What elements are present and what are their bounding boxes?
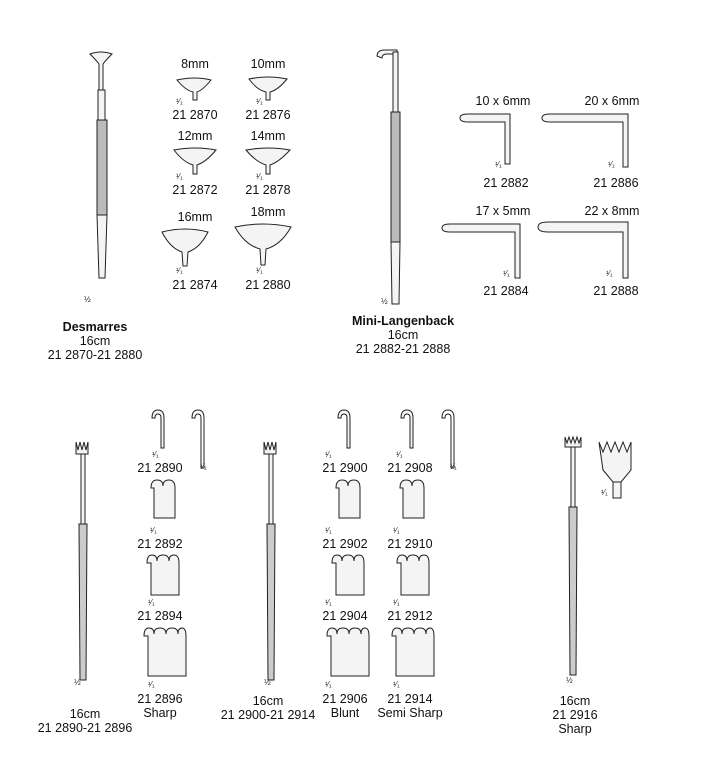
blunt-hooks-length: 16cm bbox=[252, 694, 284, 708]
desmarres-size-label: 8mm bbox=[181, 57, 209, 71]
langenback-length: 16cm bbox=[387, 328, 419, 342]
langenback-code: 21 2886 bbox=[593, 176, 639, 190]
langenback-size-label: 20 x 6mm bbox=[584, 94, 640, 108]
sharp-hook-code: 21 2890 bbox=[137, 461, 183, 475]
langenback-name: Mini-Langenback bbox=[351, 314, 455, 328]
langenback-blade-20x6 bbox=[540, 112, 635, 170]
blunt-hook-retractor-drawing bbox=[261, 440, 281, 685]
sharp-hooks-range: 21 2890-21 2896 bbox=[37, 721, 133, 735]
sharp-hook-1prong bbox=[148, 410, 208, 450]
blunt-hook-4prong bbox=[325, 628, 371, 678]
langenback-size-label: 17 x 5mm bbox=[475, 204, 531, 218]
desmarres-item-scale: ¹⁄₁ bbox=[176, 266, 183, 275]
desmarres-code: 21 2878 bbox=[245, 183, 291, 197]
desmarres-item-scale: ¹⁄₁ bbox=[256, 266, 263, 275]
blunt-hook-2prong bbox=[333, 480, 363, 520]
sharp-item-scale: ¹⁄₁ bbox=[200, 462, 207, 471]
desmarres-retractor-drawing bbox=[86, 50, 116, 280]
sharp-item-scale: ¹⁄₁ bbox=[150, 526, 157, 535]
sharp-hook-code: 21 2896 bbox=[137, 692, 183, 706]
desmarres-code: 21 2870 bbox=[172, 108, 218, 122]
semi-sharp-label: Semi Sharp bbox=[377, 706, 443, 720]
blunt-hooks-scale: ½ bbox=[264, 678, 271, 687]
blunt-hooks-range: 21 2900-21 2914 bbox=[220, 708, 316, 722]
desmarres-blade-18mm bbox=[233, 221, 293, 267]
semi-sharp-hook-code: 21 2912 bbox=[387, 609, 433, 623]
sharp-item-scale: ¹⁄₁ bbox=[148, 680, 155, 689]
sharp-hook-4prong bbox=[142, 628, 188, 678]
semi-sharp-hook-code: 21 2910 bbox=[387, 537, 433, 551]
langenback-range: 21 2882-21 2888 bbox=[355, 342, 451, 356]
blunt-item-scale: ¹⁄₁ bbox=[325, 526, 332, 535]
sharp-item-scale: ¹⁄₁ bbox=[152, 450, 159, 459]
langenback-code: 21 2884 bbox=[483, 284, 529, 298]
desmarres-code: 21 2880 bbox=[245, 278, 291, 292]
langenback-blade-22x8 bbox=[536, 220, 634, 282]
semi-item-scale: ¹⁄₁ bbox=[393, 526, 400, 535]
desmarres-blade-10mm bbox=[247, 75, 289, 101]
rake-code: 21 2916 bbox=[552, 708, 598, 722]
blunt-item-scale: ¹⁄₁ bbox=[325, 598, 332, 607]
langenback-code: 21 2888 bbox=[593, 284, 639, 298]
langenback-scale: ½ bbox=[381, 297, 388, 306]
desmarres-item-scale: ¹⁄₁ bbox=[256, 97, 263, 106]
langenback-size-label: 10 x 6mm bbox=[475, 94, 531, 108]
rake-tip: Sharp bbox=[558, 722, 592, 736]
semi-item-scale: ¹⁄₁ bbox=[396, 450, 403, 459]
desmarres-range: 21 2870-21 2880 bbox=[47, 348, 143, 362]
blunt-hook-code: 21 2902 bbox=[322, 537, 368, 551]
semi-item-scale: ¹⁄₁ bbox=[393, 598, 400, 607]
rake-scale: ½ bbox=[566, 676, 573, 685]
desmarres-size-label: 12mm bbox=[177, 129, 213, 143]
sharp-hooks-scale: ½ bbox=[74, 678, 81, 687]
sharp-item-scale: ¹⁄₁ bbox=[148, 598, 155, 607]
desmarres-size-label: 18mm bbox=[250, 205, 286, 219]
semi-item-scale: ¹⁄₁ bbox=[450, 462, 457, 471]
desmarres-code: 21 2874 bbox=[172, 278, 218, 292]
desmarres-size-label: 14mm bbox=[250, 129, 286, 143]
desmarres-item-scale: ¹⁄₁ bbox=[176, 97, 183, 106]
langenback-blade-17x5 bbox=[440, 222, 525, 282]
semi-sharp-hook-4prong bbox=[390, 628, 436, 678]
langenback-size-label: 22 x 8mm bbox=[584, 204, 640, 218]
blunt-hook-3prong bbox=[330, 555, 366, 597]
langenback-item-scale: ¹⁄₁ bbox=[606, 269, 613, 278]
langenback-item-scale: ¹⁄₁ bbox=[608, 160, 615, 169]
sharp-hook-retractor-drawing bbox=[73, 440, 93, 685]
rake-retractor-drawing bbox=[563, 435, 593, 680]
blunt-label: Blunt bbox=[330, 706, 360, 720]
langenback-item-scale: ¹⁄₁ bbox=[495, 160, 502, 169]
langenback-code: 21 2882 bbox=[483, 176, 529, 190]
sharp-hook-3prong bbox=[145, 555, 181, 597]
desmarres-scale: ½ bbox=[84, 295, 91, 304]
desmarres-blade-14mm bbox=[244, 146, 292, 176]
sharp-hook-2prong bbox=[148, 480, 178, 520]
desmarres-blade-16mm bbox=[160, 226, 210, 268]
blunt-hook-code: 21 2904 bbox=[322, 609, 368, 623]
desmarres-item-scale: ¹⁄₁ bbox=[176, 172, 183, 181]
semi-sharp-hook-2prong bbox=[397, 480, 427, 520]
semi-sharp-hook-code: 21 2908 bbox=[387, 461, 433, 475]
desmarres-name: Desmarres bbox=[62, 320, 128, 334]
semi-sharp-hook-code: 21 2914 bbox=[387, 692, 433, 706]
sharp-hooks-tip: Sharp bbox=[143, 706, 177, 720]
blunt-item-scale: ¹⁄₁ bbox=[325, 680, 332, 689]
blunt-hook-code: 21 2900 bbox=[322, 461, 368, 475]
rake-item-scale: ¹⁄₁ bbox=[601, 488, 608, 497]
desmarres-code: 21 2872 bbox=[172, 183, 218, 197]
blunt-hook-code: 21 2906 bbox=[322, 692, 368, 706]
sharp-hook-code: 21 2894 bbox=[137, 609, 183, 623]
semi-sharp-hook-3prong bbox=[395, 555, 431, 597]
langenback-item-scale: ¹⁄₁ bbox=[503, 269, 510, 278]
langenback-blade-10x6 bbox=[458, 112, 518, 167]
blunt-hook-1prong bbox=[335, 410, 355, 450]
semi-item-scale: ¹⁄₁ bbox=[393, 680, 400, 689]
desmarres-item-scale: ¹⁄₁ bbox=[256, 172, 263, 181]
blunt-item-scale: ¹⁄₁ bbox=[325, 450, 332, 459]
desmarres-size-label: 10mm bbox=[250, 57, 286, 71]
sharp-hook-code: 21 2892 bbox=[137, 537, 183, 551]
rake-length: 16cm bbox=[559, 694, 591, 708]
desmarres-code: 21 2876 bbox=[245, 108, 291, 122]
langenback-retractor-drawing bbox=[375, 48, 405, 308]
sharp-hooks-length: 16cm bbox=[69, 707, 101, 721]
desmarres-length: 16cm bbox=[79, 334, 111, 348]
desmarres-size-label: 16mm bbox=[177, 210, 213, 224]
